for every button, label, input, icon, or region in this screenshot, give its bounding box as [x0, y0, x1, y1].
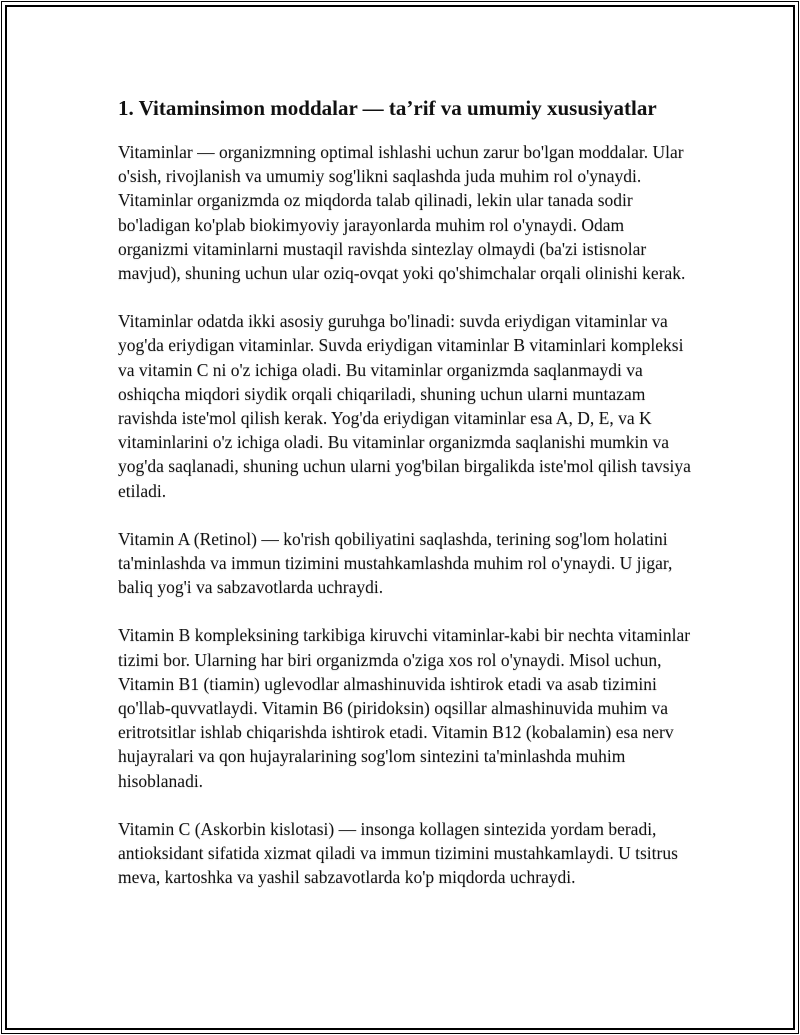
section-title: 1. Vitaminsimon moddalar — ta’rif va umumiy xususiyatlar: [118, 96, 657, 120]
paragraph-vitamin-c: Vitamin C (Askorbin kislotasi) — insonga kollagen sintezida yordam beradi, antioksidant sifatida xizmat qiladi va immun tizimini mustahkamlaydi. U tsitrus meva, kartoshka va yashil sabzavotlarda ko'p miqdorda uchraydi.: [118, 818, 678, 888]
paragraph-vitamins-definition: Vitaminlar — organizmning optimal ishlashi uchun zarur bo'lgan moddalar. Ular o'sish, rivojlanish va umumiy sog'likni saqlashda juda muhim rol o'ynaydi. Vitaminlar organizmda oz miqdorda talab qilinadi, lekin ular tanada sodir bo'ladigan ko'plab biokimyoviy jarayonlarda muhim rol o'ynaydi. Odam organizmi vitaminlarni mustaqil ravishda sintezlay olmaydi (ba'zi istisnolar mavjud), shuning uchun ular oziq-ovqat yoki qo'shimchalar orqali olinishi kerak.: [118, 142, 686, 284]
document-body: [118, 94, 698, 913]
paragraph-vitamin-b-complex: Vitamin B kompleksining tarkibiga kiruvchi vitaminlar-kabi bir nechta vitaminlar tizimi bor. Ularning har biri organizmda o'ziga xos rol o'ynaydi. Misol uchun, Vitamin B1 (tiamin) uglevodlar almashinuvida ishtirok etadi va asab tizimini qo'llab-quvvatlaydi. Vitamin B6 (piridoksin) oqsillar almashinuvida muhim va eritrotsitlar ishlab chiqarishda ishtirok etadi. Vitamin B12 (kobalamin) esa nerv hujayralari va qon hujayralarining sog'lom sintezini ta'minlashda muhim hisoblanadi.: [118, 625, 691, 791]
paragraph-vitamin-a: Vitamin A (Retinol) — ko'rish qobiliyatini saqlashda, terining sog'lom holatini ta'minlashda va immun tizimini mustahkamlashda muhim rol o'ynaydi. U jigar, baliq yog'i va sabzavotlarda uchraydi.: [118, 528, 673, 598]
paragraph-vitamin-groups: Vitaminlar odatda ikki asosiy guruhga bo'linadi: suvda eriydigan vitaminlar va yog'da eriydigan vitaminlar. Suvda eriydigan vitaminlar B vitaminlari kompleksi va vitamin C ni o'z ichiga oladi. Bu vitaminlar organizmda saqlanmaydi va oshiqcha miqdori siydik orqali chiqariladi, shuning uchun ularni muntazam ravishda iste'mol qilish kerak. Yog'da eriydigan vitaminlar esa A, D, E, va K vitaminlarini o'z ichiga oladi. Bu vitaminlar organizmda saqlanishi mumkin va yog'da saqlanadi, shuning uchun ularni yog'bilan birgalikda iste'mol qilish tavsiya etiladi.: [118, 311, 691, 501]
